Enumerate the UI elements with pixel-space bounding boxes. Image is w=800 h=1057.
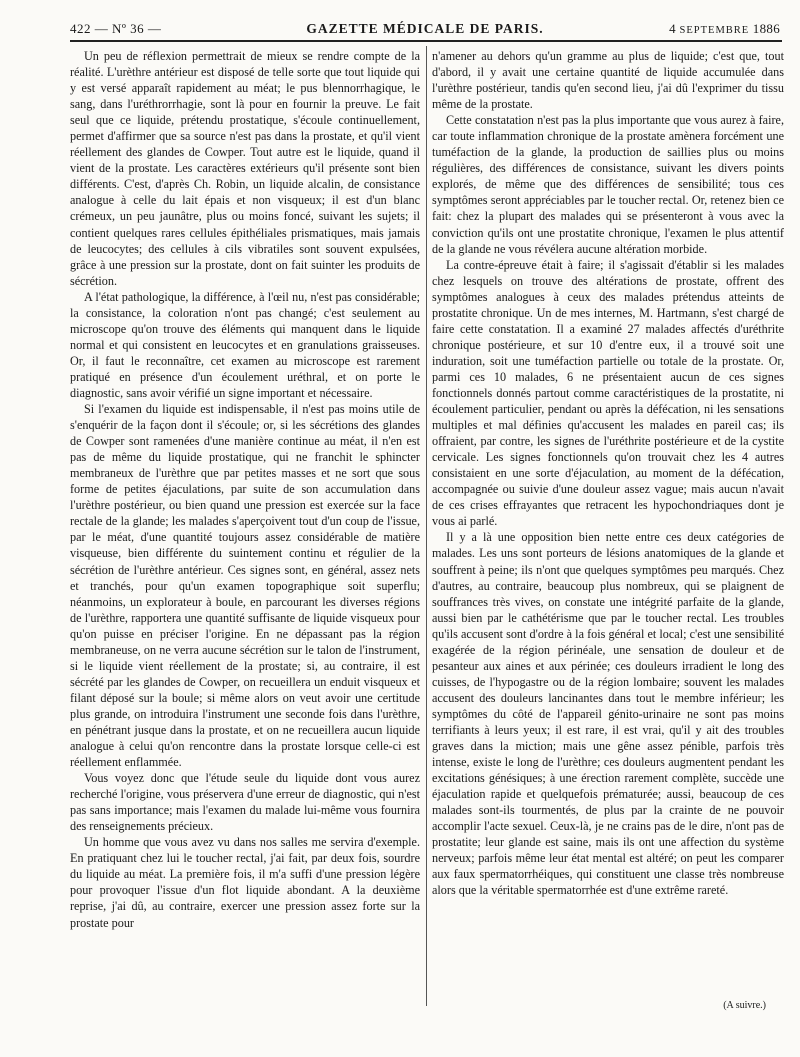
paragraph: A l'état pathologique, la différence, à l'œil nu, n'est pas considérable; la consistance, la coloration n'ont pas changé; c'est seulement au microscope qu'on trouve des éléments qui manquent dans le liquide normal et qui consistent en leucocytes et en granulations graisseuses. Or, il faut le reconnaître, cet examen au microscope est rarement pratiqué en présence d'un écoulement uréthral, et on porte le diagnostic, sans avoir vérifié un signe important et nécessaire. (70, 289, 420, 400)
continuation-note: (A suivre.) (723, 1000, 766, 1011)
paragraph: n'amener au dehors qu'un gramme au plus de liquide; c'est que, tout d'abord, il y avait une certaine quantité de liquide accumulée dans l'urèthre postérieur, tandis qu'en second lieu, j'ai dû l'exprimer du tissu même de la prostate. (432, 49, 784, 112)
page-number: 422 — Nº 36 — (70, 21, 162, 36)
paragraph: Il y a là une opposition bien nette entre ces deux catégories de malades. Les uns sont porteurs de lésions anatomiques de la glande et souffrent à peine; ils n'ont que quelques symptômes peu marqués. Chez d'autres, au contraire, beaucoup plus nombreux, qui se plaignent de souffrances très vives, on constate une intégrité parfaite de la glande, aussi bien par le cathétérisme que par le toucher rectal. Les troubles qu'ils accusent sont d'ordre à la fois général et local; c'est une sensibilité exagérée de la région périnéale, une sensation de douleur et de pesanteur aux aines et aux périnée; ces douleurs irradient le long des cuisses, de l'hypogastre ou de la région lombaire; souvent les malades accusent des douleurs lancinantes dans tout le membre inférieur; les symptômes du côté de l'appareil génito-urinaire ne sont pas moins terrifiants à leurs yeux; il est rare, il est vrai, qu'il y ait des troubles graves dans la miction; mais une gêne assez pénible, parfois très intense, existe le long de l'urèthre; ces douleurs augmentent pendant les excitations génésiques; à une érection rarement complète, succède une éjaculation rapide et quelquefois prématurée; aussi, beaucoup de ces malades sont-ils tourmentés, de plus par la crainte de ne pouvoir accomplir l'acte sexuel. Ceux-là, je ne crains pas de le dire, n'ont pas de prostatite; leur glande est saine, mais ils ont une affection du système nerveux; parfois même leur état mental est altéré; on peut les comparer aux faux spermatorrhéiques, qui constituent une classe très nombreuse alors que la véritable spermatorrhée est d'une extrême rareté. (432, 530, 784, 898)
date-year: 1886 (752, 21, 780, 36)
journal-title: GAZETTE MÉDICALE DE PARIS. (306, 21, 544, 36)
date-month: SEPTEMBRE (679, 25, 750, 36)
paragraph: Si l'examen du liquide est indispensable, il n'est pas moins utile de s'enquérir de la façon dont il s'écoule; or, si les sécrétions des glandes de Cowper sont ramenées d'une manière continue au méat, il n'en est pas de même du liquide prostatique, qui ne franchit le sphincter membraneux de l'urèthre que par petites masses et ne sort que sous forme de petites éjaculations, par suite de son accumulation dans l'urèthre postérieur, ou bien quand une pression est exercée sur la face rectale de la glande; les malades s'aperçoivent tout d'un coup de l'issue, par le méat, d'une quantité toujours assez considérable de matière visqueuse, bien différente du suintement continu et régulier de la sécrétion de l'urèthre antérieur. Ces signes sont, en général, assez nets et tranchés, pour qu'un examen topographique soit superflu; néanmoins, un explorateur à boule, en parcourant les diverses régions de l'urèthre, rapportera une quantité suffisante de liquide visqueux pour qu'on puisse en préciser l'origine. En ne dépassant pas la région membraneuse, on ne verra aucune sécrétion sur le talon de l'instrument, si le liquide vient réellement de la prostate; si, au contraire, il est sécrété par les glandes de Cowper, on recueillera un enduit visqueux et filant déposé sur la boule; si même alors on veut avoir une certitude plus grande, on introduira l'instrument une seconde fois dans l'urèthre, en pénétrant jusque dans la prostate, et on ne recueillera aucun liquide analogue à celui qu'on rencontre dans la prostate lorsque celle-ci est réellement enflammée. (70, 402, 420, 770)
date-day: 4 (669, 21, 676, 36)
paragraph: La contre-épreuve était à faire; il s'agissait d'établir si les malades chez lesquels on trouve des altérations de prostate, offrent des symptômes analogues à ceux des malades prétendus atteints de prostatite chronique. Un de mes internes, M. Hartmann, s'est chargé de faire cette constatation. Il a examiné 27 malades affectés d'uréthrite chronique postérieure, et sur 10 d'entre eux, il a trouvé soit une induration, soit une tuméfaction partielle ou totale de la prostate. Or, parmi ces 10 malades, 6 ne présentaient aucun de ces signes fonctionnels donnés partout comme caractéristiques de la prostatite, ni écoulement particulier, pendant ou après la défécation, ni les sensations multiples et mal définies qu'accusent les malades en pareil cas; ils offraient, par contre, les signes de l'uréthrite postérieure et de la cystite cervicale. Les signes fonctionnels qu'on trouvait chez les 4 autres consistaient en une sorte d'éjaculation, au moment de la défécation, accompagnée ou suivie d'une douleur assez vague; mais aucun n'avait de ces crises effrayantes que retracent les hypochondriaques dont je vous ai parlé. (432, 257, 784, 529)
column-divider (426, 46, 427, 1006)
right-column (432, 48, 784, 1008)
paragraph: Un peu de réflexion permettrait de mieux se rendre compte de la réalité. L'urèthre antérieur est disposé de telle sorte que tout liquide qui y est versé apparaît rapidement au méat; le pus blennorrhagique, le sang, dans l'uréthrorrhagie, sont là pour en fournir la preuve. Le fait seul que ce liquide, prétendu prostatique, s'écoule continuellement, permet d'affirmer que sa source n'est pas dans la prostate, et qu'il vient réellement des glandes de Cowper. Tout autre est le liquide, quand il vient de la prostate. Les caractères extérieurs qu'il présente sont bien différents. C'est, d'après Ch. Robin, un liquide alcalin, de consistance analogue à celle du lait épais et non visqueux; il est d'un blanc crémeux, un peu jaunâtre, plus ou moins foncé, suivant les sujets; il contient quelques rares cellules épithéliales prismatiques, mais jamais de leucocytes; des cellules à cils vibratiles sont souvent expulsées, grâce à une pression sur la prostate, dont on fait suinter les produits de sécrétion. (70, 49, 420, 288)
left-column (70, 48, 420, 1008)
paragraph: Vous voyez donc que l'étude seule du liquide dont vous aurez recherché l'origine, vous préservera d'une erreur de diagnostic, qui n'est pas sans importance; mais l'examen du malade lui-même vous fournira des renseignements précieux. (70, 771, 420, 834)
issue-date (669, 18, 780, 42)
header-rule (70, 40, 782, 42)
paragraph: Un homme que vous avez vu dans nos salles me servira d'exemple. En pratiquant chez lui le toucher rectal, j'ai fait, par deux fois, sourdre du liquide au méat. La première fois, il m'a suffi d'une pression légère pour provoquer l'issue d'un flot liquide abondant. A la deuxième reprise, j'ai dû, au contraire, exercer une pression assez forte sur la prostate pour (70, 835, 420, 930)
paragraph: Cette constatation n'est pas la plus importante que vous aurez à faire, car toute inflammation chronique de la prostate amènera forcément une tuméfaction de la glande, la production de saillies plus ou moins régulières, des différences de consistance, suivant les divers points explorés, de même que des différences de sensibilité; tous ces symptômes seront appréciables par le toucher rectal. Or, retenez bien ce fait: chez la plupart des malades qui se présenteront à vous avec la conviction qu'ils ont une prostatite chronique, l'examen le plus attentif de la glande ne vous révélera aucune altération morbide. (432, 113, 784, 256)
running-header (70, 18, 780, 40)
